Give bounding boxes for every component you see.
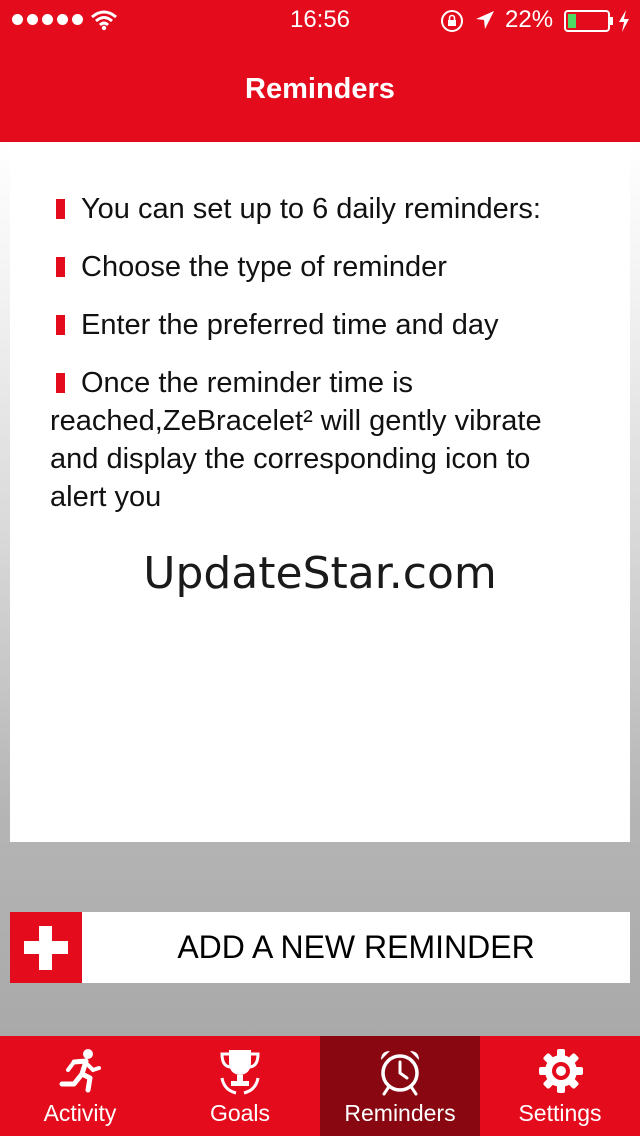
tab-settings[interactable] [480,1036,640,1136]
list-item [50,364,570,516]
tab-label: Reminders [344,1100,456,1126]
list-item [50,190,570,228]
instruction-text: You can set up to 6 daily reminders: [81,193,541,225]
bullet-marker [56,373,65,393]
tab-label: Activity [43,1100,117,1126]
gear-icon [538,1048,584,1094]
bullet-marker [56,315,65,335]
plus-icon [10,912,82,983]
tab-label: Goals [209,1100,271,1126]
instruction-text: Enter the preferred time and day [81,309,499,341]
location-arrow-icon [474,9,496,31]
battery-icon [564,10,614,32]
status-bar [0,0,640,40]
running-person-icon [58,1048,102,1094]
list-item [50,306,570,344]
rotation-lock-icon [440,9,464,33]
battery-percent: 22% [505,6,554,33]
charging-bolt-icon [617,9,631,33]
instruction-text: Once the reminder time is reached,ZeBracelet² will gently vibrate and display the corresponding icon to alert you [50,367,542,513]
bullet-marker [56,257,65,277]
bullet-marker [56,199,65,219]
instructions-card [10,142,630,842]
tab-label: Settings [518,1100,602,1126]
tab-reminders[interactable] [320,1036,480,1136]
app-header [0,0,640,142]
add-reminder-label: ADD A NEW REMINDER [177,929,535,965]
alarm-clock-icon [378,1048,422,1096]
page-title: Reminders [245,73,395,105]
list-item [50,248,570,286]
tab-bar [0,1036,640,1136]
add-reminder-button[interactable] [10,912,630,983]
tab-goals[interactable] [160,1036,320,1136]
tab-activity[interactable] [0,1036,160,1136]
watermark: UpdateStar.com [143,548,497,599]
trophy-icon [218,1048,262,1096]
instructions-list [50,190,570,536]
instruction-text: Choose the type of reminder [81,251,447,283]
status-time: 16:56 [289,6,351,33]
